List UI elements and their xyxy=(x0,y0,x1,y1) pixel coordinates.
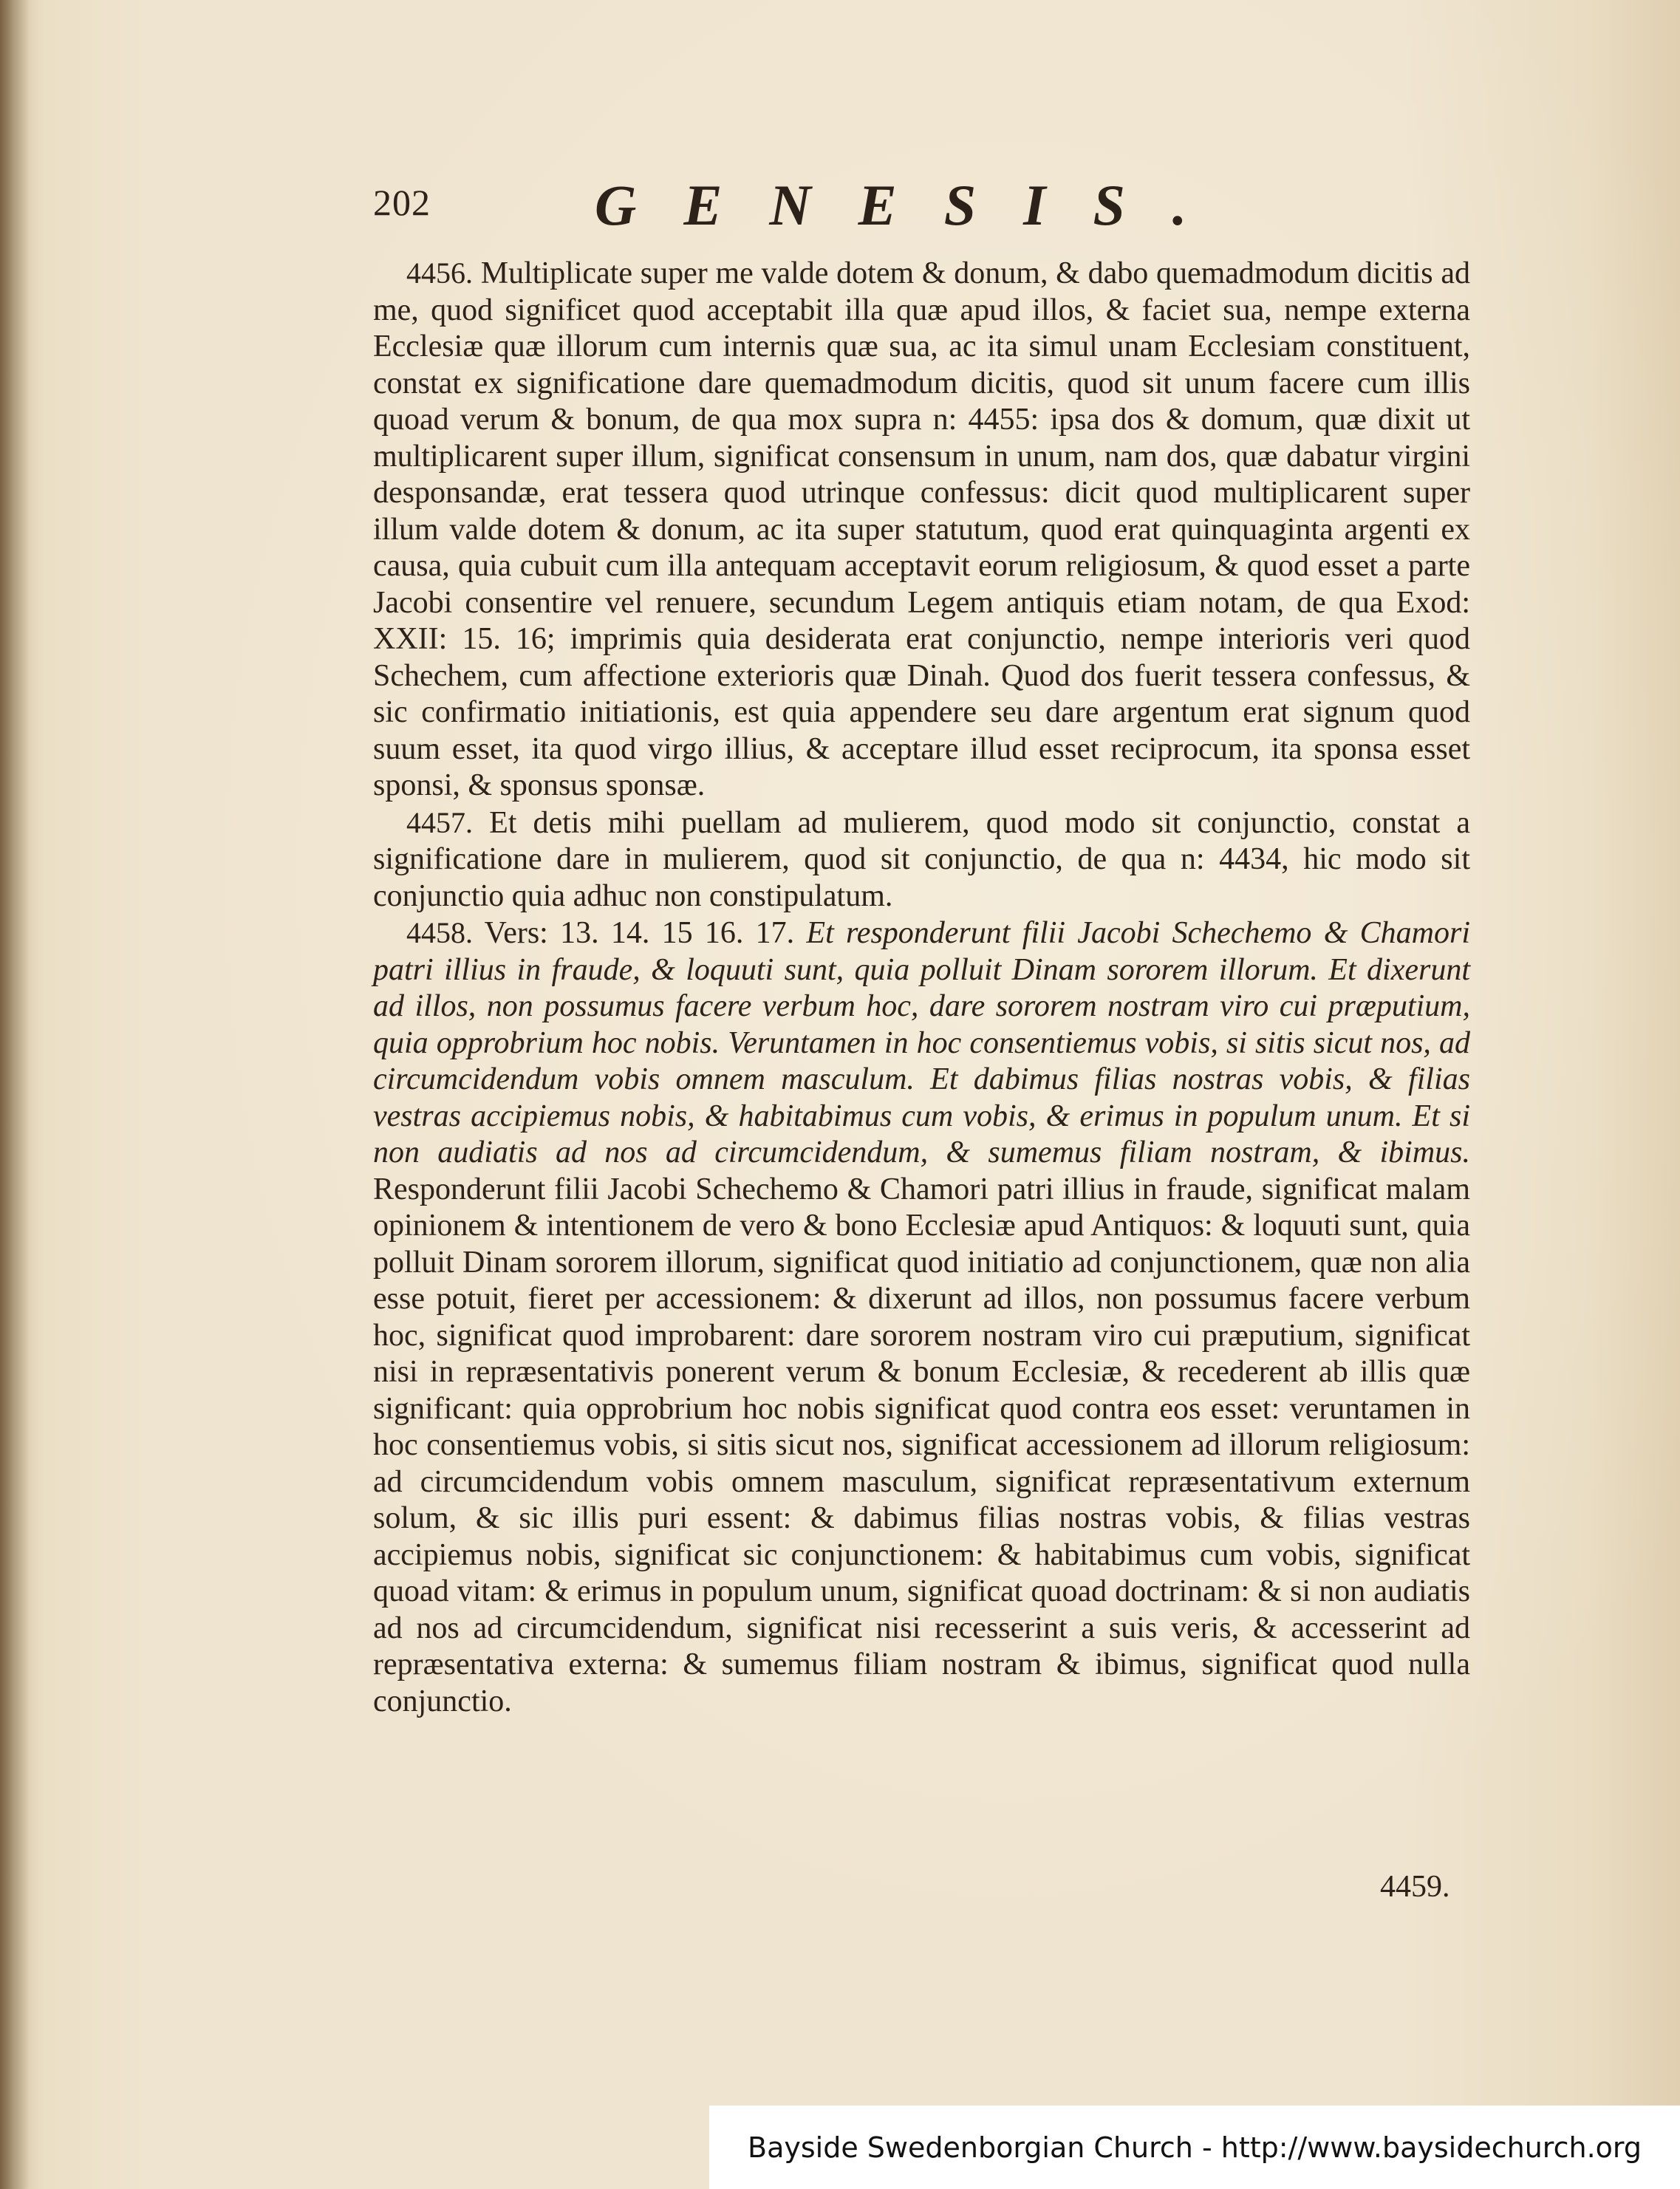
page-header xyxy=(373,166,1470,255)
paragraph-4456 xyxy=(373,255,1470,805)
paragraph-text: Et detis mihi puellam ad mulierem, quod modo sit conjunctio, constat a significatione dare in mulierem, quod sit conjunctio, de qua n: 4434, hic modo sit conjunctio quia adhuc non constipulatum. xyxy=(373,805,1471,913)
running-title: GENESIS. xyxy=(595,173,1235,237)
catchword: 4459. xyxy=(1380,1870,1450,1904)
paragraph-number: 4457. xyxy=(406,805,473,839)
binding-gutter-shadow xyxy=(0,0,30,2189)
paragraph-text: Multiplicate super me valde dotem & donum, & dabo quemadmodum dicitis ad me, quod significet quod acceptabit illa quæ apud illos, & faciet sua, nempe externa Ecclesiæ quæ illorum cum internis quæ sua, ac ita simul unam Ecclesiam constituent, constat ex significatione dare quemadmodum dicitis, quod sit unum facere cum illis quoad verum & bonum, de qua mox supra n: 4455: ipsa dos & domum, quæ dixit ut multiplicarent super illum, significat consensum in unum, nam dos, quæ dabatur virgini desponsandæ, erat tessera quod utrinque confessus: dicit quod multiplicarent super illum valde dotem & donum, ac ita super statutum, quod erat quinquaginta argenti ex causa, quia cubuit cum illa antequam acceptavit eorum religiosum, & quod esset a parte Jacobi consentire vel renuere, secundum Legem antiquis etiam notam, de qua Exod: XXII: 15. 16; imprimis quia desiderata erat conjunctio, nempe interioris veri quod Schechem, cum affectione exterioris quæ Dinah. Quod dos fuerit tessera confessus, & sic confirmatio initiationis, est quia appendere seu dare argentum erat signum quod suum esset, ita quod virgo illius, & acceptare illud esset reciprocum, ita sponsa esset sponsi, & sponsus sponsæ. xyxy=(373,256,1470,802)
watermark-text: Bayside Swedenborgian Church - http://www.baysidechurch.org xyxy=(748,2131,1642,2164)
text-block xyxy=(373,166,1470,1720)
watermark-banner xyxy=(709,2106,1680,2189)
paragraph-text: Responderunt filii Jacobi Schechemo & Chamori patri illius in fraude, significat malam opinionem & intentionem de vero & bono Ecclesiæ apud Antiquos: & loquuti sunt, quia polluit Dinam sororem illorum, significat quod initiatio ad conjunctionem, quæ non alia esse potuit, fieret per accessionem: & dixerunt ad illos, non possumus facere verbum hoc, significat quod improbarent: dare sororem nostram viro cui præputium, significat nisi in repræsentativis ponerent verum & bonum Ecclesiæ, & recederent ab illis quæ significant: quia opprobrium hoc nobis significat quod contra eos esset: veruntamen in hoc consentiemus vobis, si sitis sicut nos, significat accessionem ad illorum religiosum: ad circumcidendum vobis omnem masculum, significat repræsentativum externum solum, & sic illis puri essent: & dabimus filias nostras vobis, & filias vestras accipiemus nobis, significat sic conjunctionem: & habitabimus cum vobis, significat quoad vitam: & erimus in populum unum, significat quoad doctrinam: & si non audiatis ad nos ad circumcidendum, significat nisi recesserint a suis veris, & accesserint ad repræsentativa externa: & sumemus filiam nostram & ibimus, significat quod nulla conjunctio. xyxy=(373,1172,1470,1718)
scripture-quotation: Et responderunt filii Jacobi Schechemo & Chamori patri illius in fraude, & loquuti sunt, quia polluit Dinam sororem illorum. Et dixerunt ad illos, non possumus facere verbum hoc, dare sororem nostram viro cui præputium, quia opprobrium hoc nobis. Veruntamen in hoc consentiemus vobis, si sitis sicut nos, ad circumcidendum vobis omnem masculum. Et dabimus filias nostras vobis, & filias vestras accipiemus nobis, & habitabimus cum vobis, & erimus in populum unum. Et si non audiatis ad nos ad circumcidendum, & sumemus filiam nostram, & ibimus. xyxy=(373,916,1470,1169)
paragraph-4457 xyxy=(373,805,1470,915)
page-number: 202 xyxy=(373,182,431,223)
verse-reference: Vers: 13. 14. 15 16. 17. xyxy=(484,916,795,950)
paragraph-number: 4458. xyxy=(406,916,473,949)
paragraph-4458 xyxy=(373,915,1470,1720)
paragraph-number: 4456. xyxy=(406,256,473,290)
